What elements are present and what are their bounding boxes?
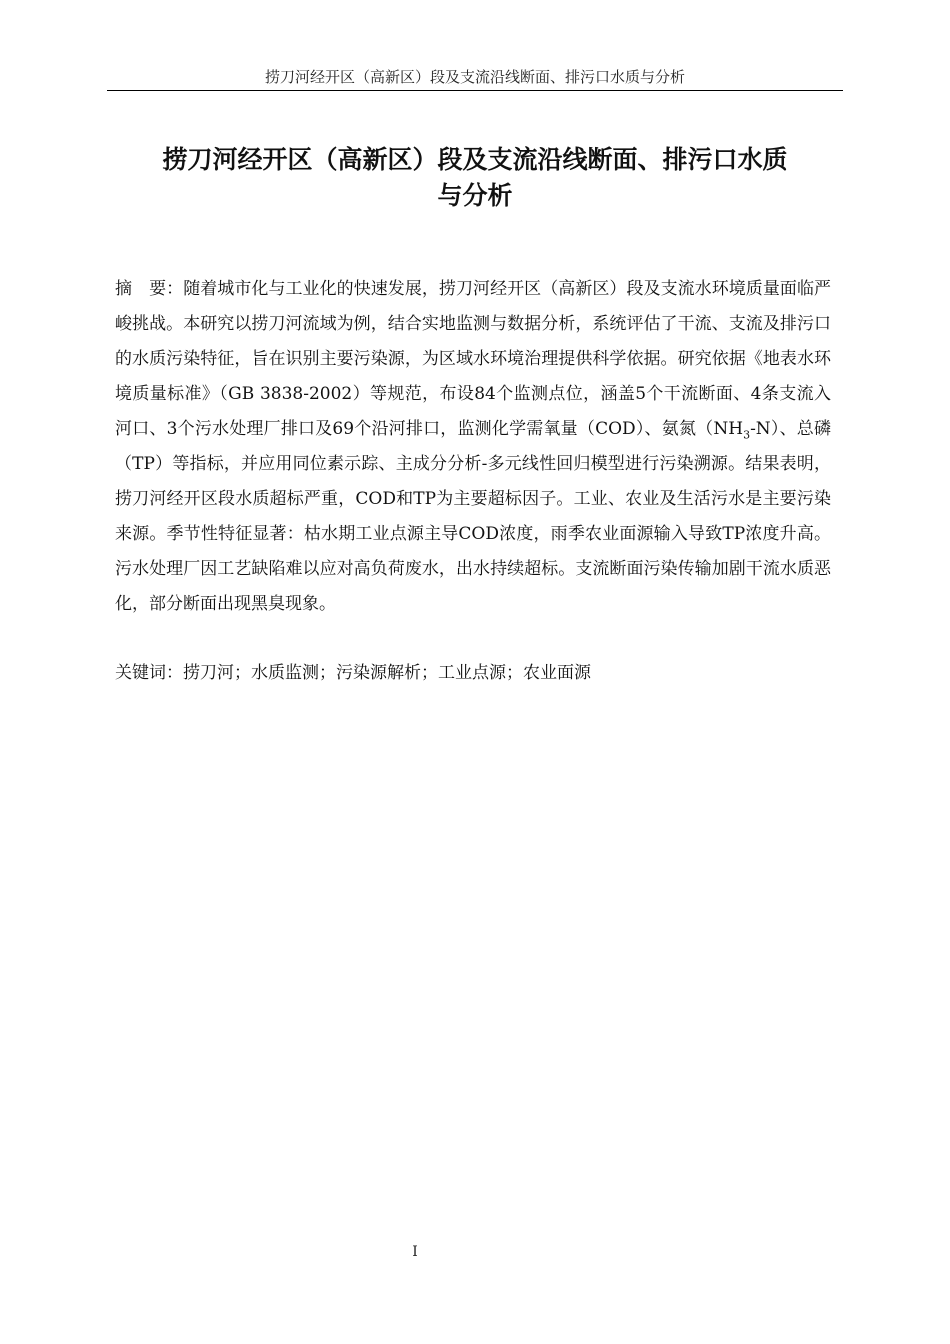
abstract-paragraph [115, 272, 831, 622]
abstract-text-part2: -N）、总磷（TP）等指标，并应用同位素示踪、主成分分析-多元线性回归模型进行污染溯源。结果表明，捞刀河经开区段水质超标严重，COD和TP为主要超标因子。工业、农业及生活污水是主要污染来源。季节性特征显著：枯水期工业点源主导COD浓度，雨季农业面源输入导致TP浓度升高。污水处理厂因工艺缺陷难以应对高负荷废水，出水持续超标。支流断面污染传输加剧干流水质恶化，部分断面出现黑臭现象。 [115, 419, 831, 614]
keywords-label: 关键词： [115, 663, 183, 683]
keywords-paragraph [115, 656, 831, 691]
paper-title-line2: 与分析 [437, 181, 513, 210]
page-number: I [412, 1244, 418, 1260]
abstract-label: 摘 要： [115, 279, 184, 299]
keywords-text: 捞刀河；水质监测；污染源解析；工业点源；农业面源 [183, 663, 591, 683]
abstract-text-part1: 随着城市化与工业化的快速发展，捞刀河经开区（高新区）段及支流水环境质量面临严峻挑战。本研究以捞刀河流域为例，结合实地监测与数据分析，系统评估了干流、支流及排污口的水质污染特征，旨在识别主要污染源，为区域水环境治理提供科学依据。研究依据《地表水环境质量标准》（GB 3838-2002）等规范，布设84个监测点位，涵盖5个干流断面、4条支流入河口、3个污水处理厂排口及69个沿河排口，监测化学需氧量（COD）、氨氮（NH [115, 279, 832, 439]
abstract-subscript: 3 [743, 428, 751, 442]
paper-title [107, 142, 843, 214]
running-header: 捞刀河经开区（高新区）段及支流沿线断面、排污口水质与分析 [107, 64, 843, 91]
paper-title-line1: 捞刀河经开区（高新区）段及支流沿线断面、排污口水质 [162, 145, 788, 174]
